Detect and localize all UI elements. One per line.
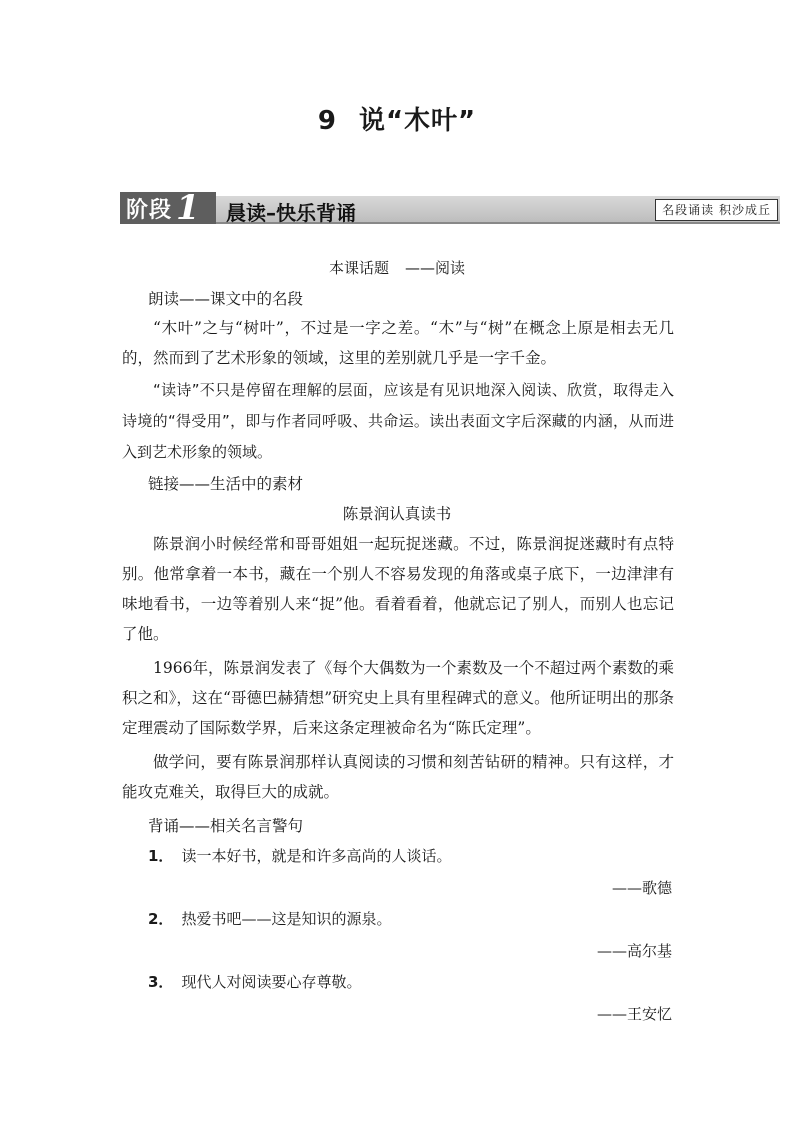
story-paragraph: 1966年，陈景润发表了《每个大偶数为一个素数及一个不超过两个素数的乘积之和》，这在“哥德巴赫猜想”研究史上具有里程碑式的意义。他所证明出的那条定理震动了国际数学界，后来这条定理被命名为“陈氏定理”。 [122,659,674,737]
quote-text: 读一本好书，就是和许多高尚的人谈话。 [181,847,452,865]
lesson-title-text: 说“木叶” [358,106,477,136]
topic-value: ——阅读 [405,259,466,277]
section-title: 晨读–快乐背诵 [226,201,356,225]
quote-number: 3． [148,973,174,991]
reading-paragraph: “读诗”不只是停留在理解的层面，应该是有见识地深入阅读、欣赏，取得走入诗境的“得受用”，即与作者同呼吸、共命运。读出表面文字后深藏的内涵，从而进入到艺术形象的领域。 [122,381,674,461]
lesson-number: 9 [317,106,337,136]
stage-label: 阶段 [126,197,173,223]
quote-text: 热爱书吧——这是知识的源泉。 [181,910,392,928]
reading-heading: 朗读——课文中的名段 [148,290,304,308]
quote-item [148,845,451,866]
story-paragraph: 做学问，要有陈景润那样认真阅读的习惯和刻苦钻研的精神。只有这样，才能攻克难关，取得巨大的成就。 [122,753,674,801]
quote-item [148,908,391,929]
story-title: 陈景润认真读书 [342,505,452,523]
recite-heading: 背诵——相关名言警句 [148,817,304,835]
motto-badge: 名段诵读 积沙成丘 [655,199,778,221]
quote-author: ——王安忆 [596,1005,672,1023]
quote-text: 现代人对阅读要心存尊敬。 [181,973,362,991]
quote-number: 1． [148,847,174,865]
lesson-title [0,100,794,137]
quote-item [148,971,361,992]
quote-number: 2． [148,910,174,928]
lesson-topic [0,257,794,278]
quote-author: ——歌德 [611,879,672,897]
stage-badge [120,188,216,228]
reading-paragraph: “木叶”之与“树叶”，不过是一字之差。“木”与“树”在概念上原是相去无几的，然而到了艺术形象的领域，这里的差别就几乎是一字千金。 [122,319,674,367]
link-heading: 链接——生活中的素材 [148,475,304,493]
story-paragraph: 陈景润小时候经常和哥哥姐姐一起玩捉迷藏。不过，陈景润捉迷藏时有点特别。他常拿着一本书，藏在一个别人不容易发现的角落或桌子底下，一边津津有味地看书，一边等着别人来“捉”他。看着看着，他就忘记了别人，而别人也忘记了他。 [122,535,674,643]
quote-author: ——高尔基 [596,942,672,960]
stage-number: 1 [176,188,200,228]
stage-banner [120,188,780,228]
topic-label: 本课话题 [328,259,389,277]
